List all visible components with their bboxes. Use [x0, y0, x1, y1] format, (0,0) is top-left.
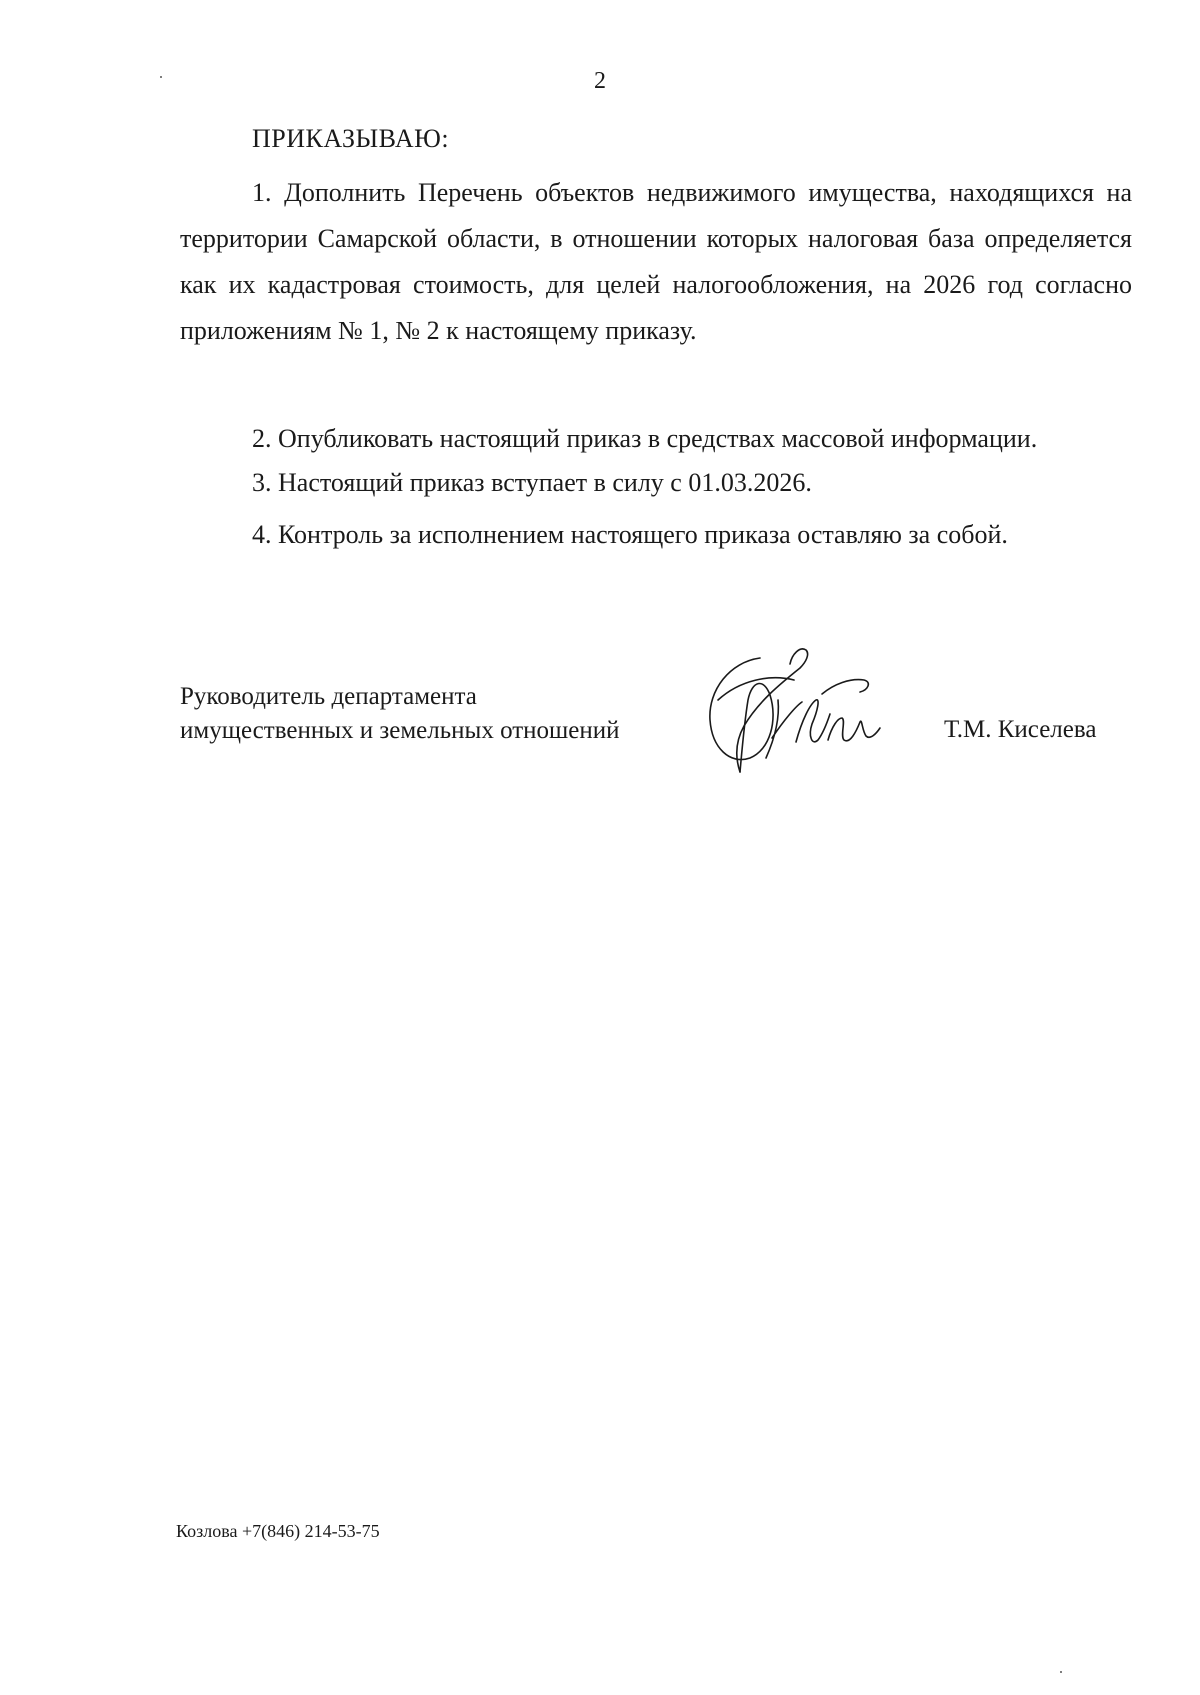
order-item-1: 1. Дополнить Перечень объектов недвижимого имущества, находящихся на территории Самарской области, в отношении которых налоговая база определяется как их кадастровая стоимость, для целей налогообложения, на 2026 год согласно приложениям № 1, № 2 к настоящему приказу. [180, 178, 1132, 345]
scan-speck [1060, 1671, 1062, 1673]
order-item-2: 2. Опубликовать настоящий приказ в средствах массовой информации. [252, 424, 1038, 453]
signatory-title [180, 680, 620, 748]
order-item-4: 4. Контроль за исполнением настоящего приказа оставляю за собой. [252, 520, 1008, 549]
signatory-name: Т.М. Киселева [944, 716, 1097, 743]
signatory-title-line-2: имущественных и земельных отношений [180, 717, 620, 744]
handwritten-signature [700, 640, 900, 780]
order-heading: ПРИКАЗЫВАЮ: [252, 124, 450, 153]
order-item-3: 3. Настоящий приказ вступает в силу с 01.03.2026. [252, 468, 812, 497]
contact-line: Козлова +7(846) 214-53-75 [176, 1521, 380, 1541]
page-number: 2 [594, 68, 606, 94]
signatory-title-line-1: Руководитель департамента [180, 683, 477, 710]
